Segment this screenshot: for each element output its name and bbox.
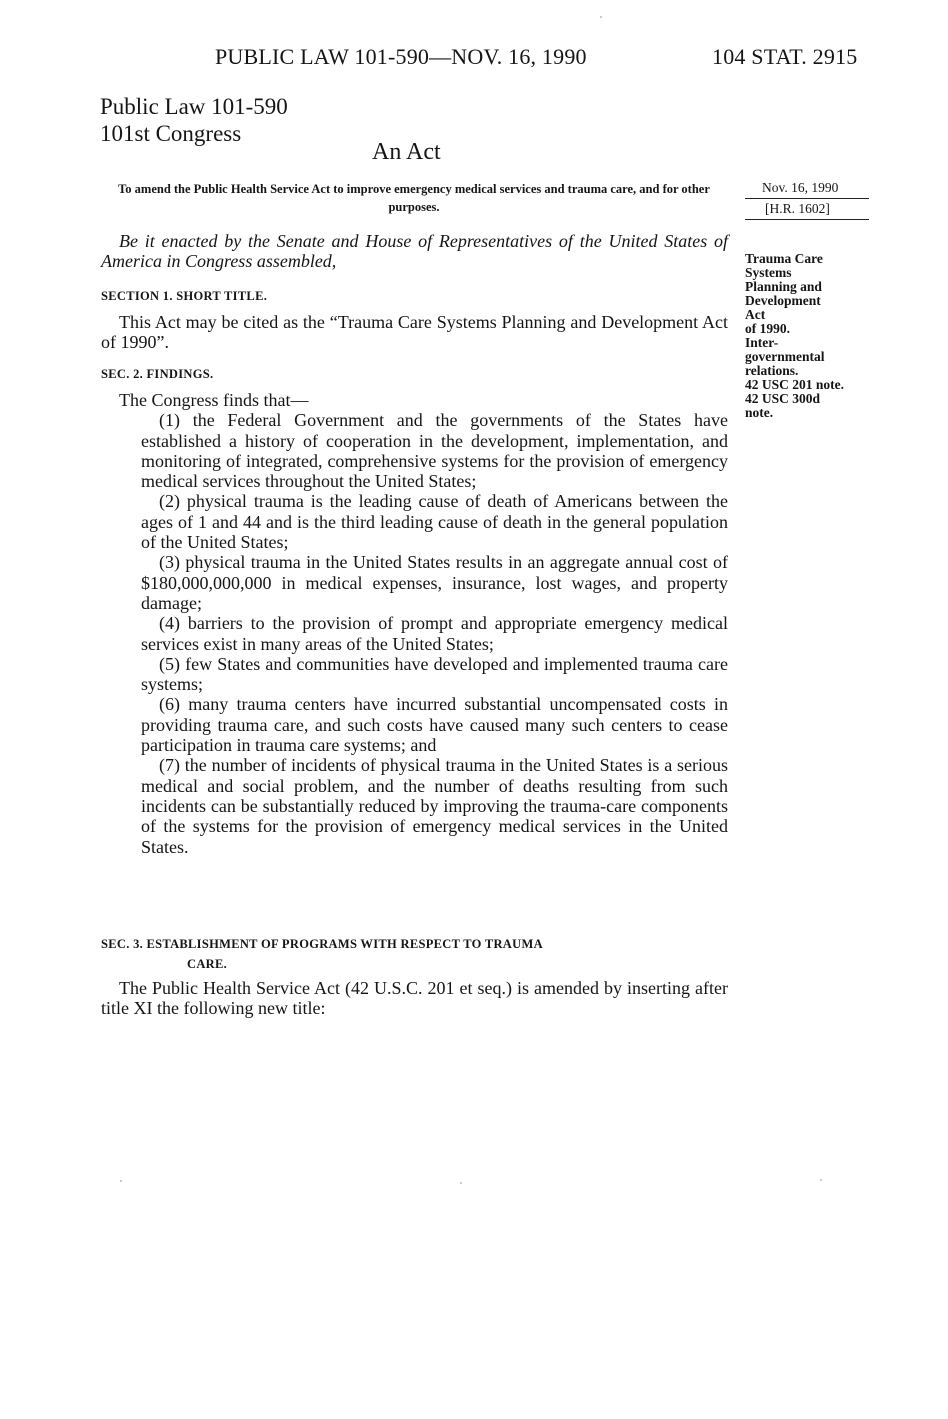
margin-note: relations. — [745, 363, 799, 378]
act-title: An Act — [372, 139, 441, 165]
enacting-clause-text: Be it enacted by the Senate and House of Representatives of the United States of America in Congress assembled, — [101, 231, 728, 272]
section-3-heading-line1: SEC. 3. ESTABLISHMENT OF PROGRAMS WITH RESPECT TO TRAUMA — [101, 937, 543, 951]
margin-note: Act — [745, 307, 766, 322]
scan-speck — [460, 1182, 462, 1184]
enacting-clause — [101, 231, 728, 272]
enactment-sidenote — [745, 178, 869, 220]
scan-speck — [820, 1179, 822, 1181]
law-number: Public Law 101-590 — [100, 94, 288, 119]
margin-note: note. — [745, 405, 774, 420]
section-3-heading-line2: CARE. — [187, 957, 228, 971]
finding-item: (1) the Federal Government and the governments of the States have established a history of cooperation in the development, implementation, and monitoring of integrated, comprehensive systems for the provision of emergency medical services throughout the United States; — [141, 410, 728, 492]
section-3-text: The Public Health Service Act (42 U.S.C. 201 et seq.) is amended by inserting after title XI the following new title: — [101, 978, 728, 1019]
enactment-date: Nov. 16, 1990 — [745, 178, 869, 199]
scan-speck — [600, 16, 602, 18]
running-header-right: 104 STAT. 2915 — [712, 44, 858, 69]
congress-number: 101st Congress — [100, 121, 242, 146]
margin-note: Development — [745, 293, 821, 308]
finding-item: (6) many trauma centers have incurred substantial uncompensated costs in providing trauma care, and such costs have caused many such centers to cease participation in trauma care systems; and — [141, 694, 728, 756]
finding-item: (4) barriers to the provision of prompt and appropriate emergency medical services exist in many areas of the United States; — [141, 613, 728, 654]
margin-note: 42 USC 201 note. — [745, 377, 845, 392]
section-1-body — [101, 312, 728, 353]
margin-note: of 1990. — [745, 321, 790, 336]
margin-note: governmental — [745, 349, 825, 364]
margin-note: Inter- — [745, 335, 779, 350]
margin-note: Systems — [745, 265, 792, 280]
section-2-heading: SEC. 2. FINDINGS. — [101, 367, 214, 381]
finding-item: (2) physical trauma is the leading cause of death of Americans between the ages of 1 and 44 and is the third leading cause of death in the general population of the United States; — [141, 491, 728, 553]
bill-number: [H.R. 1602] — [745, 199, 869, 220]
section-2-body — [101, 390, 728, 857]
law-identifier — [100, 93, 288, 147]
section-1-heading: SECTION 1. SHORT TITLE. — [101, 289, 268, 303]
section-1-text: This Act may be cited as the “Trauma Care Systems Planning and Development Act of 1990”. — [101, 312, 728, 353]
findings-list — [101, 410, 728, 857]
findings-intro: The Congress finds that— — [119, 390, 309, 410]
margin-notes — [745, 252, 875, 420]
finding-item: (3) physical trauma in the United States results in an aggregate annual cost of $180,000,000,000 in medical expenses, insurance, lost wages, and property damage; — [141, 552, 728, 613]
act-purpose: To amend the Public Health Service Act to improve emergency medical services and trauma care, and for other purposes. — [118, 182, 710, 214]
section-3-heading — [101, 934, 543, 974]
finding-item: (5) few States and communities have developed and implemented trauma care systems; — [141, 653, 728, 695]
running-header-left: PUBLIC LAW 101-590—NOV. 16, 1990 — [215, 44, 587, 69]
finding-item: (7) the number of incidents of physical trauma in the United States is a serious medical and social problem, and the number of deaths resulting from such incidents can be substantially reduced by improving the trauma-care components of the systems for the provision of emergency medical services in the United States. — [141, 755, 728, 857]
margin-note: Planning and — [745, 279, 822, 294]
margin-note: Trauma Care — [745, 251, 823, 266]
scan-speck — [120, 1180, 122, 1182]
section-3-body — [101, 978, 728, 1019]
margin-note: 42 USC 300d — [745, 391, 821, 406]
